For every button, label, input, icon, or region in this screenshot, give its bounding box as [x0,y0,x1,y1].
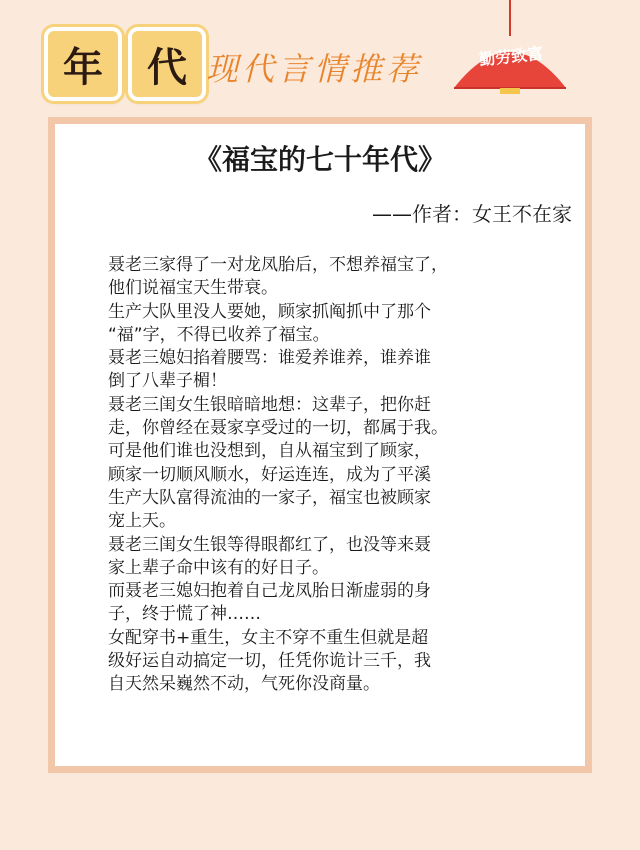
tag-nian: 年 [44,27,122,101]
synopsis-line: 顾家一切顺风顺水，好运连连，成为了平溪 [108,464,431,485]
synopsis [108,254,532,697]
synopsis-line: 聂老三媳妇掐着腰骂：谁爱养谁养，谁养谁 [108,348,431,369]
synopsis-line: 他们说福宝天生带衰。 [108,278,278,299]
synopsis-line: 级好运自动搞定一切，任凭你诡计三千，我 [108,651,431,672]
synopsis-line: 生产大队富得流油的一家子，福宝也被顾家 [108,487,431,508]
synopsis-line: 而聂老三媳妇抱着自己龙凤胎日渐虚弱的身 [108,581,431,602]
synopsis-line: 宠上天。 [108,511,176,532]
book-title: 《福宝的七十年代》 [193,143,446,176]
book-author: ——作者：女王不在家 [372,202,572,226]
synopsis-line: 家上辈子命中该有的好日子。 [108,557,329,578]
header-banner [0,0,640,110]
synopsis-line: 生产大队里没人要她，顾家抓阄抓中了那个 [108,301,431,322]
synopsis-line: 可是他们谁也没想到，自从福宝到了顾家， [108,441,431,462]
synopsis-line: 倒了八辈子楣！ [108,371,227,392]
synopsis-line: 聂老三家得了一对龙凤胎后，不想养福宝了， [108,255,448,275]
synopsis-line: 聂老三闺女生银暗暗地想：这辈子，把你赶 [108,394,431,415]
synopsis-line: 走，你曾经在聂家享受过的一切，都属于我。 [108,418,448,439]
lantern-text: 勤劳致富 [478,43,544,70]
synopsis-line: 聂老三闺女生银等得眼都红了，也没等来聂 [108,534,431,555]
tag-dai: 代 [128,27,206,101]
synopsis-line: “福”字，不得已收养了福宝。 [108,324,330,345]
header-subtitle: 现代言情推荐 [206,50,423,88]
synopsis-line: 自天然呆巍然不动，气死你没商量。 [108,674,380,695]
synopsis-line: 子，终于慌了神…… [108,604,261,625]
synopsis-line: 女配穿书+重生，女主不穿不重生但就是超 [108,627,429,648]
